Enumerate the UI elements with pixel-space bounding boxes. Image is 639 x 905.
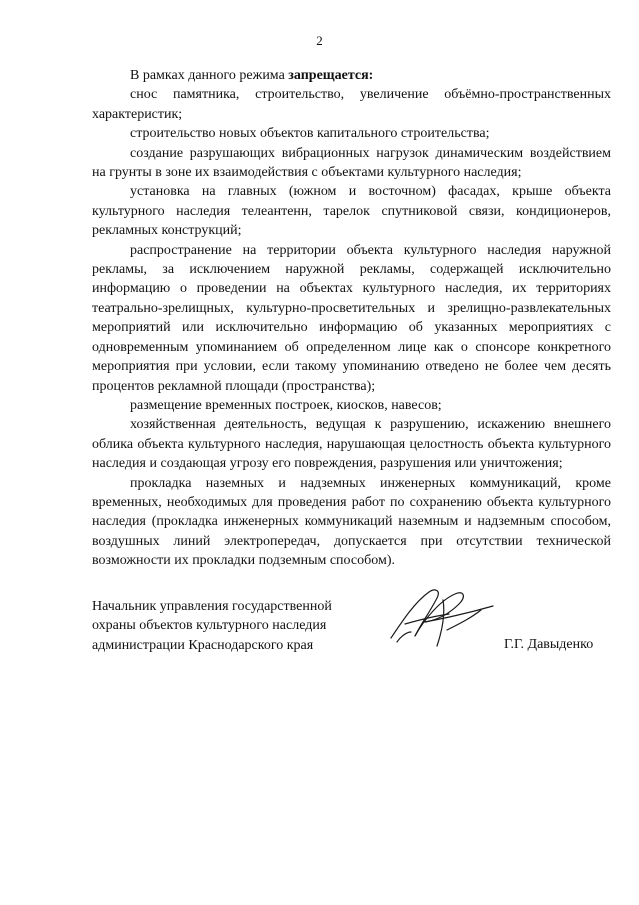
handwritten-signature (385, 580, 500, 650)
prohibition-item: создание разрушающих вибрационных нагрузок динамическим воздействием на грунты в зоне их взаимодействия с объектами культурного наследия; (92, 145, 611, 181)
intro-bold-text: запрещается: (288, 68, 374, 83)
signatory-name: Г.Г. Давыденко (504, 637, 594, 652)
prohibition-item: строительство новых объектов капитального строительства; (130, 126, 490, 142)
document-body (92, 66, 611, 571)
prohibition-item: прокладка наземных и надземных инженерных коммуникаций, кроме временных, необходимых для проведения работ по сохранению объекта культурного наследия (прокладка инженерных коммуникаций наземным и надземным способом, воздушных линий электропередач, допускается при отсутствии технической возможности их прокладки подземным способом). (92, 475, 611, 569)
prohibition-item: хозяйственная деятельность, ведущая к разрушению, искажению внешнего облика объекта культурного наследия, нарушающая целостность объекта культурного наследия и создающая угрозу его повреждения, разрушения или уничтожения; (92, 417, 611, 472)
prohibition-item: размещение временных построек, киосков, навесов; (130, 397, 442, 413)
prohibition-item: снос памятника, строительство, увеличение объёмно-пространственных характеристик; (92, 87, 611, 122)
prohibition-item: распространение на территории объекта культурного наследия наружной рекламы, за исключением наружной рекламы, содержащей исключительно информацию о проведении на объектах культурного наследия, их территориях театрально-зрелищных, культурно-просветительных и зрелищно-развлекательных мероприятий или исключительно информацию об указанных мероприятиях с одновременным упоминанием об определенном лице как о спонсоре конкретного мероприятия при условии, если такому упоминанию отведено не более чем десять процентов рекламной площади (пространства); (92, 242, 611, 394)
page-number: 2 (316, 33, 323, 48)
prohibition-item: установка на главных (южном и восточном) фасадах, крыше объекта культурного наследия телеантенн, тарелок спутниковой связи, кондиционеров, рекламных конструкций; (92, 184, 611, 239)
intro-text: В рамках данного режима (130, 68, 289, 83)
signatory-position-line: Начальник управления государственной (92, 599, 332, 614)
signatory-position-line: администрации Краснодарского края (92, 637, 314, 653)
signatory-position-line: охраны объектов культурного наследия (92, 618, 327, 634)
intro-paragraph (92, 66, 611, 85)
signatory-position (92, 597, 382, 655)
